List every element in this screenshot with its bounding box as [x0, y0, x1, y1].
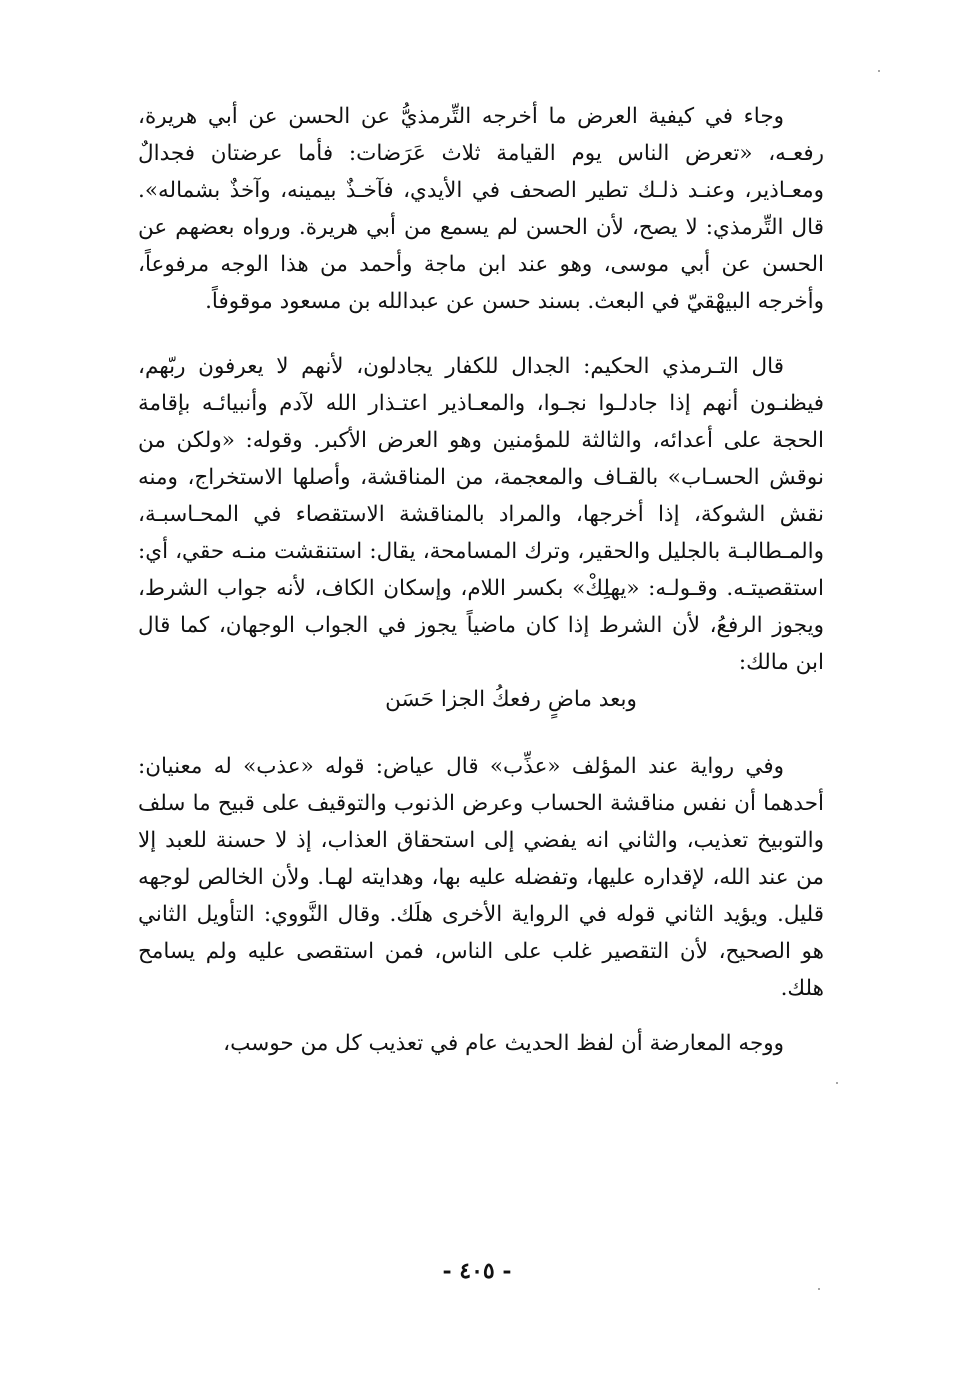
scan-speck — [878, 70, 880, 72]
paragraph-1: وجاء في كيفية العرض ما أخرجه التِّرمذيُّ عن الحسن عن أبي هريرة، رفعـه، «تعرض الناس يوم القيامة ثلاث عَرَضات: فأما عرضتان فجدالٌ ومعـاذير، وعنـد ذلـك تطير الصحف في الأيدي، فآخـذٌ بيمينه، وآخذٌ بشماله». قال التِّرمذي: لا يصح، لأن الحسن لم يسمع من أبي هريرة. ورواه بعضهم عن الحسن عن أبي موسى، وهو عند ابن ماجة وأحمد من هذا الوجه مرفوعاً، وأخرجه البيهْقيّ في البعث. بسند حسن عن عبدالله بن مسعود موقوفاً. — [138, 104, 824, 314]
scan-speck — [818, 1288, 820, 1290]
paragraph-4: ووجه المعارضة أن لفظ الحديث عام في تعذيب كل من حوسب، — [223, 1031, 784, 1056]
paragraph-2: قال التـرمذي الحكيم: الجدال للكفار يجادلون، لأنهم لا يعرفون ربّهم، فيظنـون أنهم إذا جادلـوا نجـوا، والمعـاذير اعتـذار الله لآدم وأنبيائـه بإقامة الحجة على أعدائه، والثالثة للمؤمنين وهو العرض الأكبر. وقوله: «ولكن من نوقش الحسـاب» بالقـاف والمعجمة، من المناقشة، وأصلها الاستخراج، ومنه نقش الشوكة، إذا أخرجها، والمراد بالمناقشة الاستقصاء في المحـاسبـة، والمـطالبـة بالجليل والحقير، وترك المسامحة، يقال: استنقشت منـه حقي، أي: استقصيتـه. وقـولـه: «يهلِكْ» بكسر اللام، وإسكان الكاف، لأنه جواب الشرط، ويجوز الرفعُ، لأن الشرط إذا كان ماضياً يجوز في الجواب الوجهان، كما قال ابن مالك: — [138, 354, 824, 675]
verse-line: وبعد ماضٍ رفعكُ الجزا حَسَن — [385, 687, 637, 712]
paragraph-3: وفي رواية عند المؤلف «عذِّب» قال عياض: قوله «عذب» له معنيان: أحدهما أن نفس مناقشة الحساب وعرض الذنوب والتوقيف على قبيح ما سلف والتوبيخ تعذيب، والثاني انه يفضي إلى استحقاق العذاب، إذ لا حسنة للعبد إلا من عند الله، لإقداره عليها، وتفضله عليه بها، وهدايته لهـا. ولأن الخالص لوجهه قليل. ويؤيد الثاني قوله في الرواية الأخرى هلَك. وقال النَّووي: التأويل الثاني هو الصحيح، لأن التقصير غلب على الناس، فمن استقصى عليه ولم يسامح هلك. — [138, 754, 824, 1001]
scan-speck — [836, 1082, 838, 1084]
page-number: - ٤٠٥ - — [442, 1258, 512, 1284]
text-column — [138, 98, 824, 1062]
